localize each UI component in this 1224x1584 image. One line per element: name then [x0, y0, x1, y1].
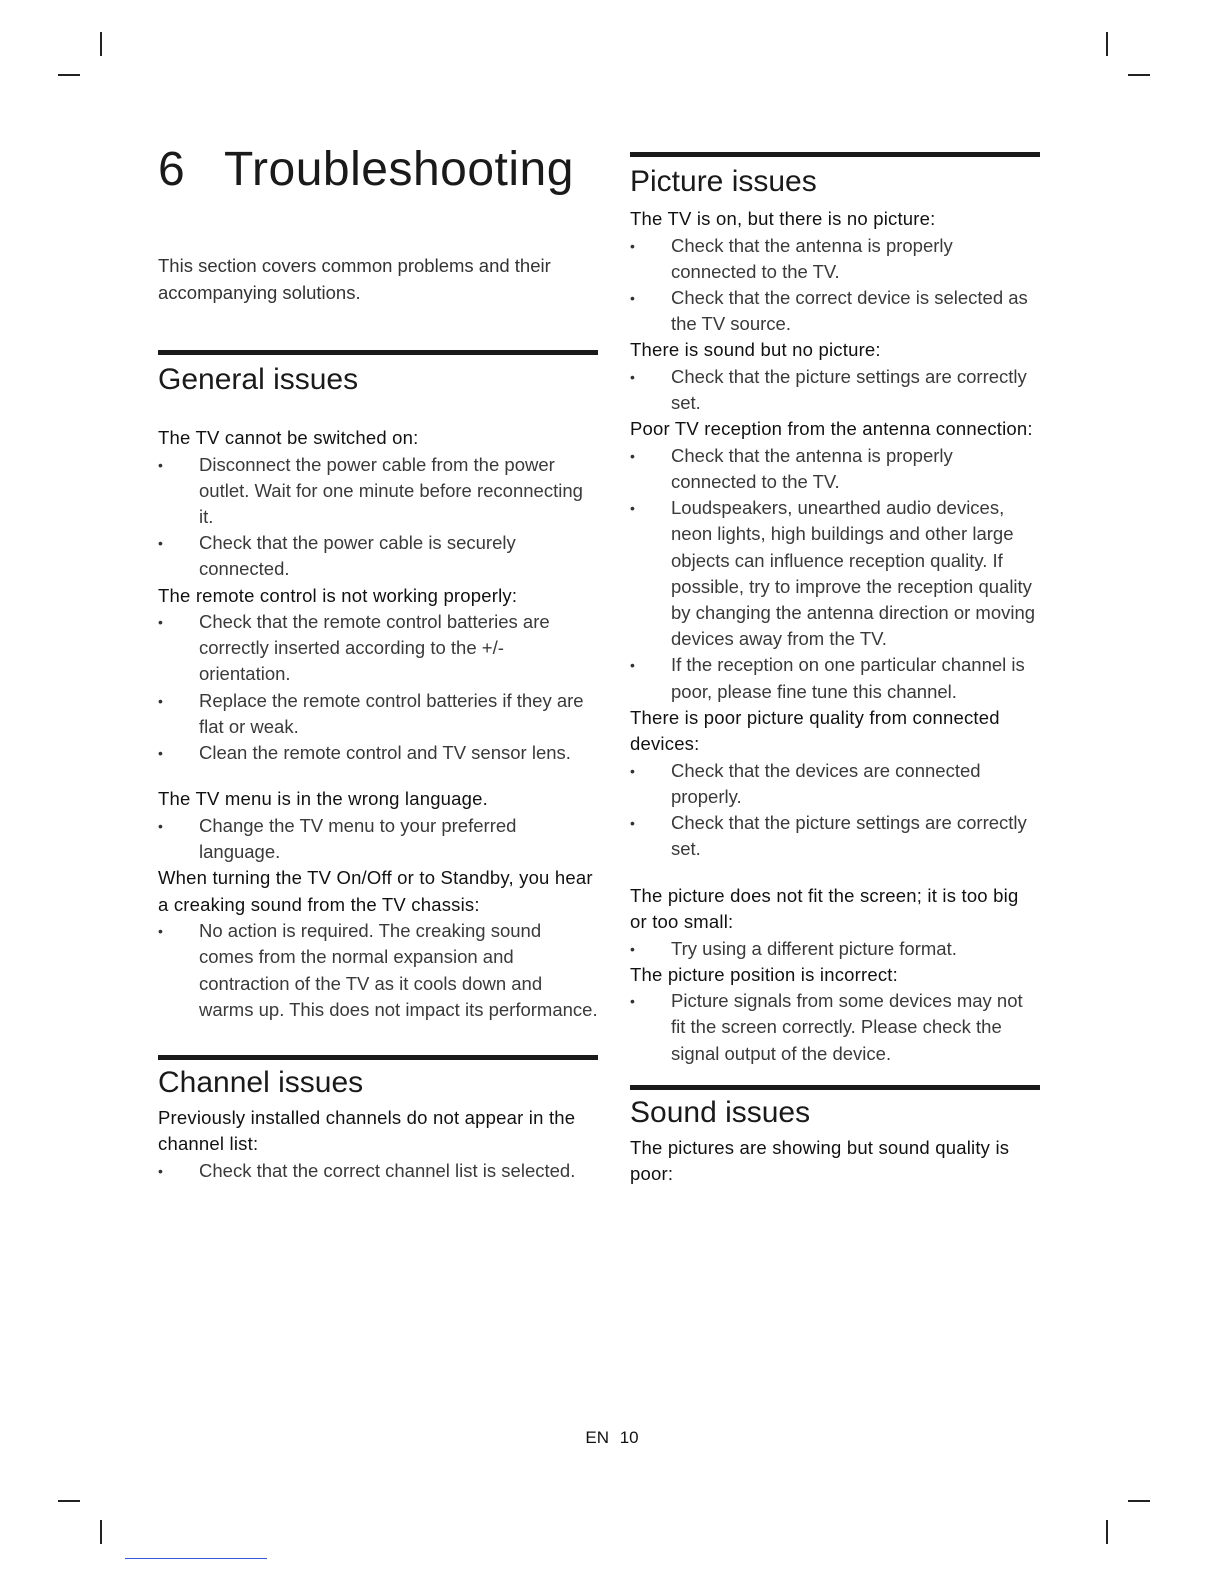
issue-block [158, 865, 598, 1023]
section-rule [158, 1055, 598, 1060]
page-footer [0, 1428, 1224, 1448]
issue-block [630, 1135, 1040, 1188]
bullet-list [158, 1158, 598, 1184]
footer-language: EN [585, 1428, 609, 1447]
intro-text: This section covers common problems and their accompanying solutions. [158, 255, 551, 303]
section-title: Channel issues [158, 1065, 364, 1099]
bullet-item: • Picture signals from some devices may not fit the screen correctly. Please check the signal output of the device. [630, 988, 1040, 1067]
issue-title: Previously installed channels do not appear in the channel list: [158, 1106, 576, 1155]
bullet-item: • Disconnect the power cable from the power outlet. Wait for one minute before reconnecting it. [158, 452, 598, 531]
bullet-item: • Check that the antenna is properly connected to the TV. [630, 233, 1040, 285]
bullet-item: • Check that the power cable is securely connected. [158, 530, 598, 582]
bullet-item: • No action is required. The creaking sound comes from the normal expansion and contraction of the TV as it cools down and warms up. This does not impact its performance. [158, 918, 598, 1023]
crop-mark [1128, 74, 1150, 76]
section-sound [630, 1085, 1040, 1188]
crop-mark [58, 1500, 80, 1502]
crop-mark [1128, 1500, 1150, 1502]
bullet-item: • If the reception on one particular channel is poor, please fine tune this channel. [630, 652, 1040, 704]
crop-mark [1106, 1520, 1108, 1544]
bullet-list [630, 758, 1040, 863]
chapter-heading [158, 140, 598, 200]
bullet-item: • Check that the antenna is properly connected to the TV. [630, 443, 1040, 495]
section-title: General issues [158, 363, 359, 396]
issue-block [158, 1105, 598, 1184]
bullet-item: • Loudspeakers, unearthed audio devices, neon lights, high buildings and other large objects can influence reception quality. If possible, try to improve the reception quality by changing the antenna direction or moving devices away from the TV. [630, 495, 1040, 652]
issue-block [630, 705, 1040, 863]
chapter-number: 6 [158, 143, 186, 196]
bullet-list [630, 988, 1040, 1067]
issue-title: The remote control is not working properly: [158, 584, 518, 606]
bullet-list [630, 233, 1040, 338]
page-number: 10 [619, 1428, 639, 1447]
bullet-item: • Check that the devices are connected properly. [630, 758, 1040, 810]
bullet-item: • Check that the correct channel list is selected. [158, 1158, 598, 1184]
issue-title: The picture does not fit the screen; it is too big or too small: [630, 884, 1019, 933]
issue-block [630, 883, 1040, 962]
bullet-item: • Check that the correct device is selected as the TV source. [630, 285, 1040, 337]
bullet-list [158, 813, 598, 865]
bottom-link-line [125, 1558, 267, 1559]
bullet-item: • Change the TV menu to your preferred language. [158, 813, 598, 865]
issue-title: The TV cannot be switched on: [158, 427, 419, 448]
section-picture [630, 152, 1040, 1067]
bullet-list [158, 918, 598, 1023]
issue-title: When turning the TV On/Off or to Standby, you hear a creaking sound from the TV chassis: [158, 867, 593, 915]
issue-block [630, 962, 1040, 1067]
section-title: Picture issues [630, 165, 817, 198]
bullet-item: • Replace the remote control batteries if they are flat or weak. [158, 688, 598, 740]
issue-title: The pictures are showing but sound quality is poor: [630, 1136, 1010, 1185]
bullet-item: • Try using a different picture format. [630, 936, 1040, 962]
issue-title: The TV is on, but there is no picture: [630, 208, 936, 229]
left-column [158, 140, 598, 1184]
right-column [630, 152, 1040, 1188]
bullet-item: • Check that the picture settings are correctly set. [630, 364, 1040, 416]
crop-mark [58, 74, 80, 76]
issue-title: There is poor picture quality from connected devices: [630, 706, 1000, 755]
issue-title: There is sound but no picture: [630, 339, 881, 361]
section-channel [158, 1055, 598, 1184]
bullet-item: • Clean the remote control and TV sensor lens. [158, 740, 598, 766]
crop-mark [100, 1520, 102, 1544]
issue-block [158, 786, 598, 865]
bullet-list [158, 609, 598, 766]
bullet-list [630, 443, 1040, 705]
section-general [158, 350, 598, 1023]
section-rule [158, 350, 598, 355]
crop-mark [100, 32, 102, 56]
issue-title: The picture position is incorrect: [630, 963, 898, 985]
section-rule [630, 1085, 1040, 1090]
section-rule [630, 152, 1040, 157]
bullet-list [630, 364, 1040, 416]
bullet-item: • Check that the picture settings are correctly set. [630, 810, 1040, 862]
bullet-list [158, 452, 598, 583]
issue-block [630, 206, 1040, 337]
section-title: Sound issues [630, 1095, 811, 1129]
issue-block [630, 337, 1040, 416]
issue-block [158, 425, 598, 583]
issue-block [158, 583, 598, 767]
bullet-item: • Check that the remote control batteries are correctly inserted according to the +/- orientation. [158, 609, 598, 688]
issue-title: Poor TV reception from the antenna connection: [630, 418, 1033, 440]
bullet-list [630, 936, 1040, 962]
chapter-title: Troubleshooting [224, 143, 574, 196]
issue-block [630, 416, 1040, 705]
issue-title: The TV menu is in the wrong language. [158, 788, 488, 810]
crop-mark [1106, 32, 1108, 56]
